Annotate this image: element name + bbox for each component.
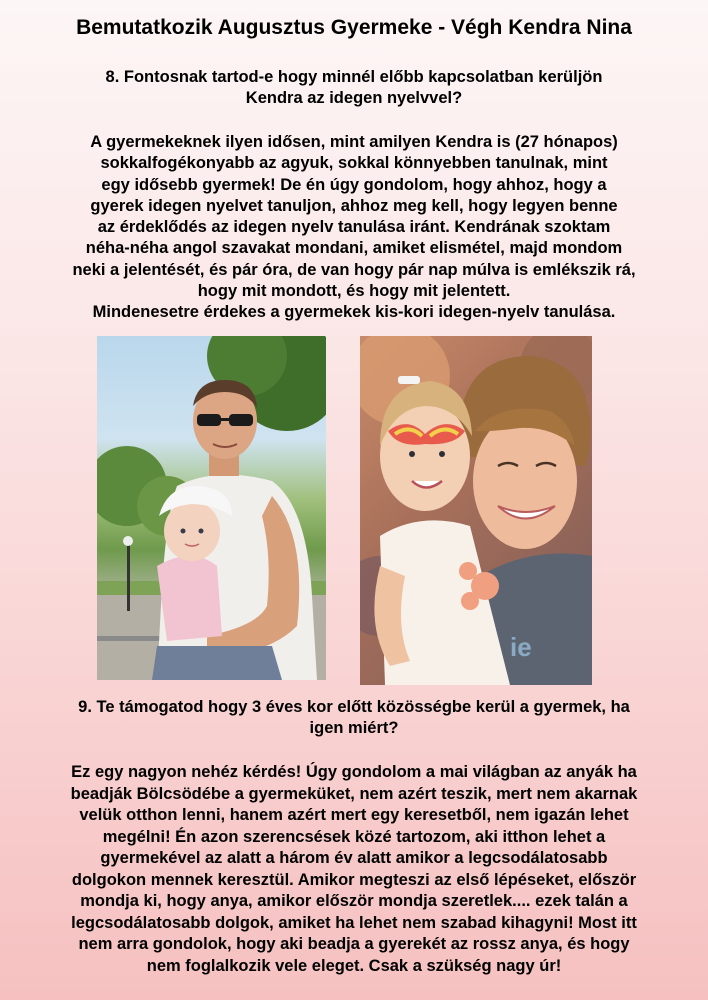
question-9 bbox=[10, 697, 698, 740]
answer-8-line: gyerek idegen nyelvet tanuljon, ahhoz meg kell, hogy legyen benne bbox=[90, 196, 618, 215]
answer-8-line: Mindenesetre érdekes a gyermekek kis-kori idegen-nyelv tanulása. bbox=[92, 303, 616, 322]
answer-8 bbox=[10, 132, 698, 324]
photo-mother-with-child-image bbox=[360, 336, 592, 685]
question-8-line: 8. Fontosnak tartod-e hogy minnél előbb kapcsolatban kerüljön bbox=[105, 68, 603, 86]
answer-8-line: hogy mit mondott, és hogy mit jelentett. bbox=[197, 282, 511, 301]
answer-9 bbox=[10, 762, 698, 977]
answer-8-line: sokkalfogékonyabb az agyuk, sokkal könnyebben tanulnak, mint bbox=[100, 154, 608, 173]
question-9-line: igen miért? bbox=[309, 719, 399, 738]
answer-8-line: néha-néha angol szavakat mondani, amiket elismétel, majd mondom bbox=[85, 239, 623, 258]
page-title: Bemutatkozik Augusztus Gyermeke - Végh Kendra Nina bbox=[76, 16, 632, 39]
answer-9-line: mondja ki, hogy anya, amikor először mondja szeretlek.... ezek talán a bbox=[80, 892, 628, 910]
question-9-line: 9. Te támogatod hogy 3 éves kor előtt közösségbe kerül a gyermek, ha bbox=[78, 698, 630, 716]
question-8-line: Kendra az idegen nyelvvel? bbox=[245, 89, 463, 108]
answer-9-line: beadják Bölcsödébe a gyermeküket, nem azért teszik, mert nem akarnak bbox=[70, 784, 638, 803]
answer-9-line: megélni! Én azon szerencsések közé tartozom, aki itthon lehet a bbox=[102, 827, 606, 846]
photo-father-with-child-image bbox=[97, 336, 326, 680]
answer-8-line: egy idősebb gyermek! De én úgy gondolom, hogy ahhoz, hogy a bbox=[101, 175, 607, 194]
answer-9-line: legcsodálatosabb dolgok, amiket ha lehet nem szabad kihagyni! Most itt bbox=[71, 913, 637, 932]
answer-9-line: gyermekével az alatt a három év alatt amikor a legcsodálatosabb bbox=[100, 849, 608, 867]
answer-8-line: az érdeklődés az idegen nyelv tanulása iránt. Kendrának szoktam bbox=[97, 218, 611, 237]
answer-8-line: neki a jelentését, és pár óra, de van hogy pár nap múlva is emlékszik rá, bbox=[72, 260, 636, 279]
answer-9-line: nem arra gondolok, hogy aki beadja a gyerekét az rossz anya, és hogy bbox=[78, 935, 630, 953]
answer-9-line: Ez egy nagyon nehéz kérdés! Úgy gondolom a mai világban az anyák ha bbox=[71, 763, 637, 781]
answer-9-line: velük otthon lenni, hanem azért mert egy keresetből, nem igazán lehet bbox=[79, 806, 629, 824]
photo-mother-with-child bbox=[360, 336, 592, 685]
answer-9-line: nem foglalkozik vele eleget. Csak a szükség nagy úr! bbox=[146, 956, 562, 975]
answer-9-line: dolgokon mennek keresztül. Amikor megteszi az első lépéseket, először bbox=[71, 870, 637, 889]
answer-8-line: A gyermekeknek ilyen idősen, mint amilyen Kendra is (27 hónapos) bbox=[90, 133, 618, 151]
svg-text:ie: ie bbox=[510, 632, 532, 662]
photo-father-with-child bbox=[97, 336, 326, 680]
question-8 bbox=[10, 67, 698, 110]
